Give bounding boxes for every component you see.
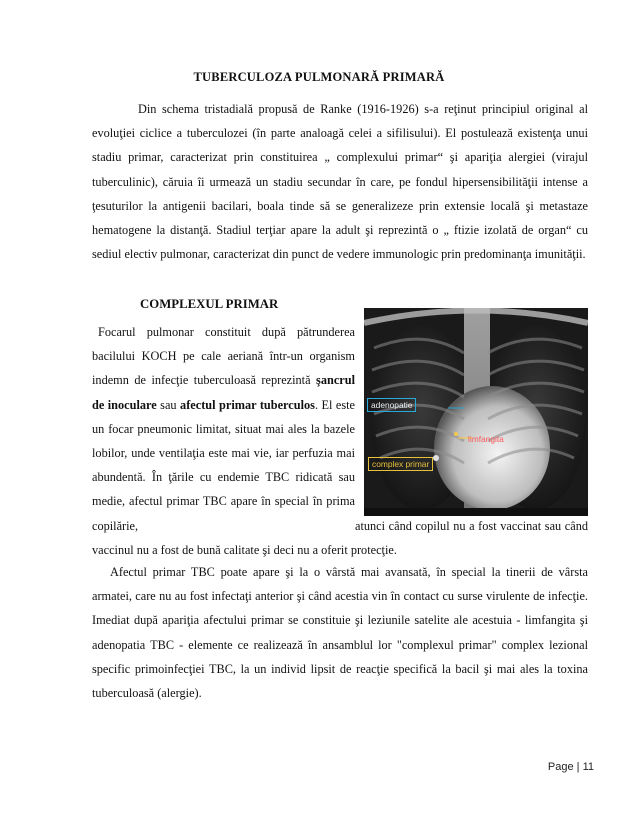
chest-xray-image <box>364 308 588 516</box>
page-number-footer: Page | 11 <box>547 761 594 773</box>
paragraph-tail-text: atunci când copilul nu a fost vaccinat sau când vaccinul nu a fost de bună calitate şi deci nu a oferit protecţie. <box>92 519 588 558</box>
label-adenopatie: adenopatie <box>367 398 416 412</box>
paragraph-ranke: Din schema tristadială propusă de Ranke (1916-1926) s-a reţinut principiul original al evoluţiei ciclice a tuberculozei (în parte analoagă celei a sifilisului). El postulează existenţa unui stadiu primar, caracterizat prin constituirea „ complexului primar“ şi apariţia alergiei (virajul tuberculinic), căruia îi urmează un stadiu secundar în care, pe fondul hipersensibilităţii intense a ţesuturilor la antigenii bacilari, boala tinde să se generalizeze prin extensie locală şi metastaze hematogene la distanţă. Stadiul terţiar apare la adult şi reprezintă o „ ftizie izolată de organ“ cu sediul electiv pulmonar, caracterizat din punct de vedere immunologic prin predominanţa imunităţii. <box>92 102 588 262</box>
page-title: TUBERCULOZA PULMONARĂ PRIMARĂ <box>193 70 445 84</box>
label-limfangita: limfangita <box>468 434 504 444</box>
xray-drawing <box>364 308 588 516</box>
section-heading: COMPLEXUL PRIMAR <box>140 297 279 311</box>
label-complex-primar: complex primar <box>368 457 433 471</box>
paragraph-wrap-text: Focarul pulmonar constituit după pătrunderea bacilului KOCH pe cale aeriană într-un organism indemn de infecţie tuberculoasă reprezintă şancrul de inoculare sau afectul primar tuberculos. El este un focar pneumonic limitat, situat mai ales la bazele lobilor, unde ventilaţia este mai vie, iar perfuzia mai abundentă. În ţările cu endemie TBC ridicată sau medie, afectul primar TBC apare în special în prima copilărie, <box>92 325 355 533</box>
paragraph-afectul-primar: Afectul primar TBC poate apare şi la o vârstă mai avansată, în special la tinerii de vârsta armatei, care nu au fost infectaţi anterior şi când acestia vin în contact cu surse virulente de infecţie. Imediat după apariţia afectului primar se constituie şi leziunile satelite ale acestuia - limfangita şi adenopatia TBC - elemente ce realizează în ansamblul lor "complexul primar" complex lezional specific primoinfecţiei TBC, la un individ lipsit de reacţie specifică la bacil şi mai ales la toxina tuberculoasă (alergie). <box>92 565 588 701</box>
